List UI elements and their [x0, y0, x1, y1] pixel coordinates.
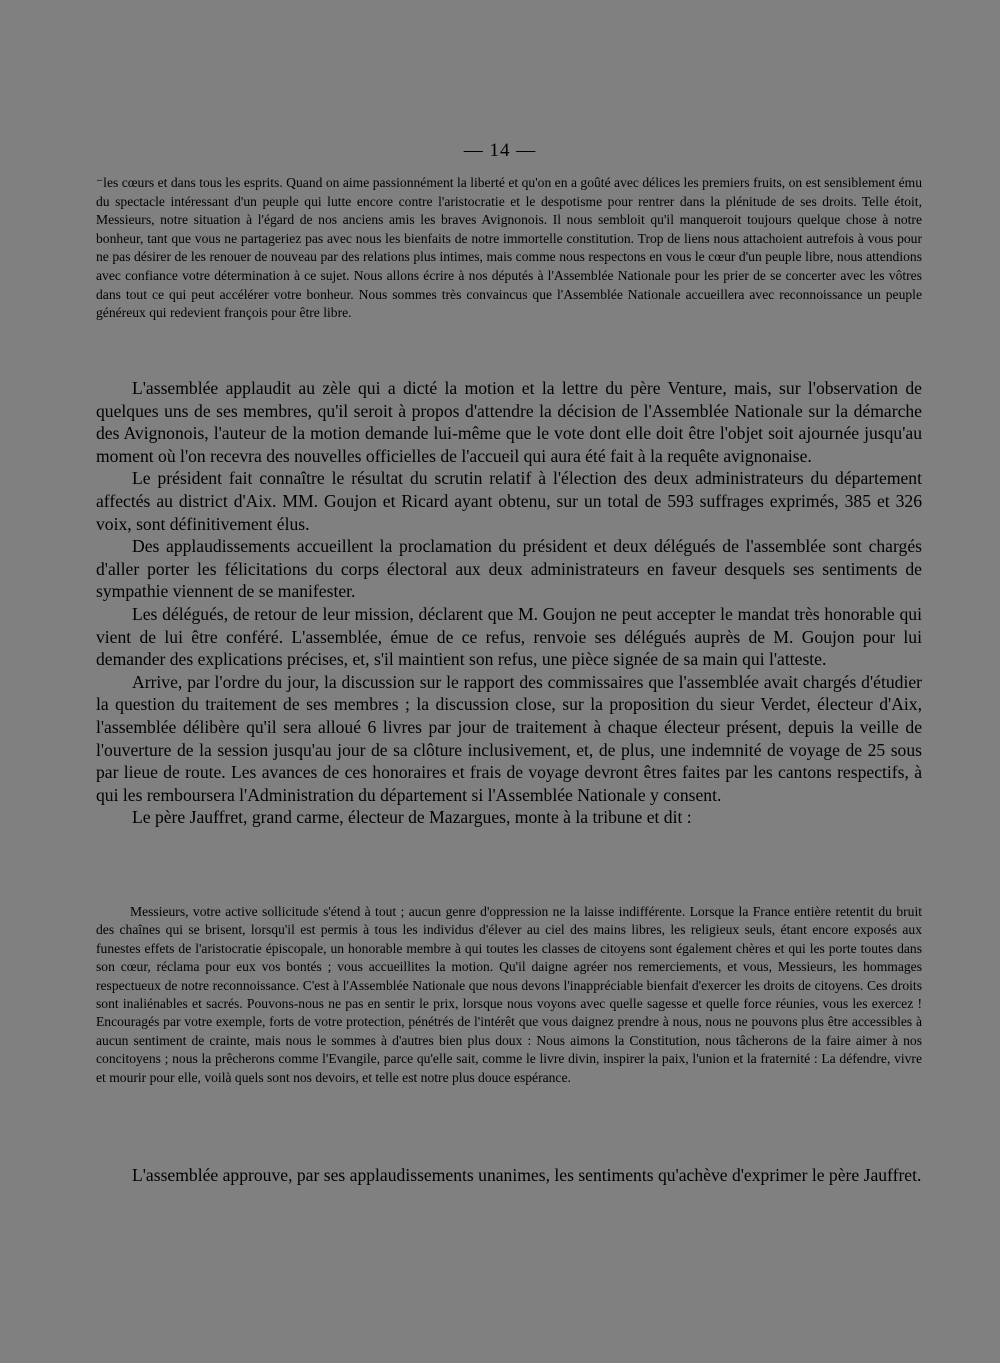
- jauffret-speech: [96, 903, 922, 1087]
- speech-paragraph: Messieurs, votre active sollicitude s'étend à tout ; aucun genre d'oppression ne la laisse indifférente. Lorsque la France entière retentit du bruit des chaînes qui se brisent, lorsqu'il est permis à tous les individus d'élever au ciel des mains libres, les religieux seuls, étant encore exposés aux funestes effets de l'aristocratie épiscopale, un honorable membre à qui toutes les classes de citoyens sont également chères et qui les porte toutes dans son cœur, réclama pour eux vos bontés ; vous accueillites la motion. Qu'il daigne agréer nos remerciements, et vous, Messieurs, les hommages respectueux de notre reconnoissance. C'est à l'Assemblée Nationale que nous devons l'inappréciable bienfait d'exercer les droits de citoyens. Ces droits sont inaliénables et sacrés. Pouvons-nous ne pas en sentir le prix, lorsque nous voyons avec quelle sagesse et quelle force réunies, vous les exercez ! Encouragés par votre exemple, forts de votre protection, pénétrés de l'intérêt que vous daignez prendre à nous, nous ne pouvons plus être accessibles à aucun sentiment de crainte, mais nous le sommes à d'autres bien plus doux : Nous aimons la Constitution, nous tâcherons de la faire aimer à nos concitoyens ; nous la prêcherons comme l'Evangile, parce qu'elle sait, comme le livre divin, inspirer la paix, l'union et la fraternité : La défendre, vivre et mourir pour elle, voilà quels sont nos devoirs, et telle est notre plus douce espérance.: [96, 904, 922, 1085]
- paragraph-congratulations: Des applaudissements accueillent la proclamation du président et deux délégués de l'assemblée sont chargés d'aller porter les félicitations du corps électoral aux deux administrateurs en faveur desquels ses sentiments de sympathie viennent de se manifester.: [96, 536, 922, 602]
- paragraph-jauffret-intro: Le père Jauffret, grand carme, électeur de Mazargues, monte à la tribune et dit :: [132, 807, 692, 828]
- quoted-letter-continuation: [96, 174, 922, 323]
- paragraph-closing: L'assemblée approuve, par ses applaudissements unanimes, les sentiments qu'achève d'exprimer le père Jauffret.: [132, 1165, 922, 1185]
- paragraph-election-result: Le président fait connaître le résultat du scrutin relatif à l'élection des deux administrateurs du département affectés au district d'Aix. MM. Goujon et Ricard ayant obtenu, sur un total de 593 suffrages exprimés, 385 et 326 voix, sont définitivement élus.: [96, 468, 922, 534]
- page-number: — 14 —: [463, 140, 537, 161]
- paragraph-goujon-refusal: Les délégués, de retour de leur mission, déclarent que M. Goujon ne peut accepter le mandat très honorable qui vient de lui être conféré. L'assemblée, émue de ce refus, renvoie ses délégués auprès de M. Goujon pour lui demander des explications précises, et, s'il maintient son refus, une pièce signée de sa main qui l'atteste.: [96, 603, 922, 670]
- proceedings-text: [96, 377, 922, 829]
- quote-paragraph: ⁻les cœurs et dans tous les esprits. Quand on aime passionnément la liberté et qu'on en a goûté avec délices les premiers fruits, on est sensiblement ému du spectacle intéressant d'un peuple qui lutte encore contre l'aristocratie et le despotisme pour rentrer dans la plénitude de ses droits. Telle étoit, Messieurs, notre situation à l'égard de nos anciens amis les braves Avignonois. Il nous sembloit qu'il manqueroit toujours quelque chose à notre bonheur, tant que vous ne partageriez pas avec nous les bienfaits de notre immortelle constitution. Trop de liens nous attachoient autrefois à vous pour ne pas désirer de les renouer de nouveau par des relations plus intimes, mais comme nous respectons en vous le cœur d'un peuple libre, nous attendions avec confiance votre détermination à ce sujet. Nous allons écrire à nos députés à l'Assemblée Nationale pour les prier de se concerter avec les vôtres dans tout ce qui peut accélérer votre bonheur. Nous sommes très convaincus que l'Assemblée Nationale accueillera avec reconnoissance un peuple généreux qui redevient françois pour être libre.: [96, 175, 922, 321]
- closing-text: [96, 1164, 922, 1187]
- paragraph-applause-motion: L'assemblée applaudit au zèle qui a dicté la motion et la lettre du père Venture, mais, sur l'observation de quelques uns de ses membres, qu'il seroit à propos d'attendre la décision de l'Assemblée Nationale sur la démarche des Avignonois, l'auteur de la motion demande lui-même que le vote dont elle doit être l'objet soit ajournée jusqu'au moment où l'on recevra des nouvelles officielles de l'accueil qui aura été fait à la requête avignonaise.: [96, 378, 922, 466]
- paragraph-elector-salary: Arrive, par l'ordre du jour, la discussion sur le rapport des commissaires que l'assemblée avait chargés d'étudier la question du traitement de ses membres ; la discussion close, sur la proposition du sieur Verdet, électeur d'Aix, l'assemblée délibère qu'il sera alloué 6 livres par jour de traitement à chaque électeur présent, depuis la veille de l'ouverture de la session jusqu'au jour de sa clôture inclusivement, et, de plus, une indemnité de voyage de 25 sous par lieue de route. Les avances de ces honoraires et frais de voyage devront êtres faites par les cantons respectifs, à qui les remboursera l'Administration du département si l'Assemblée Nationale y consent.: [96, 671, 922, 805]
